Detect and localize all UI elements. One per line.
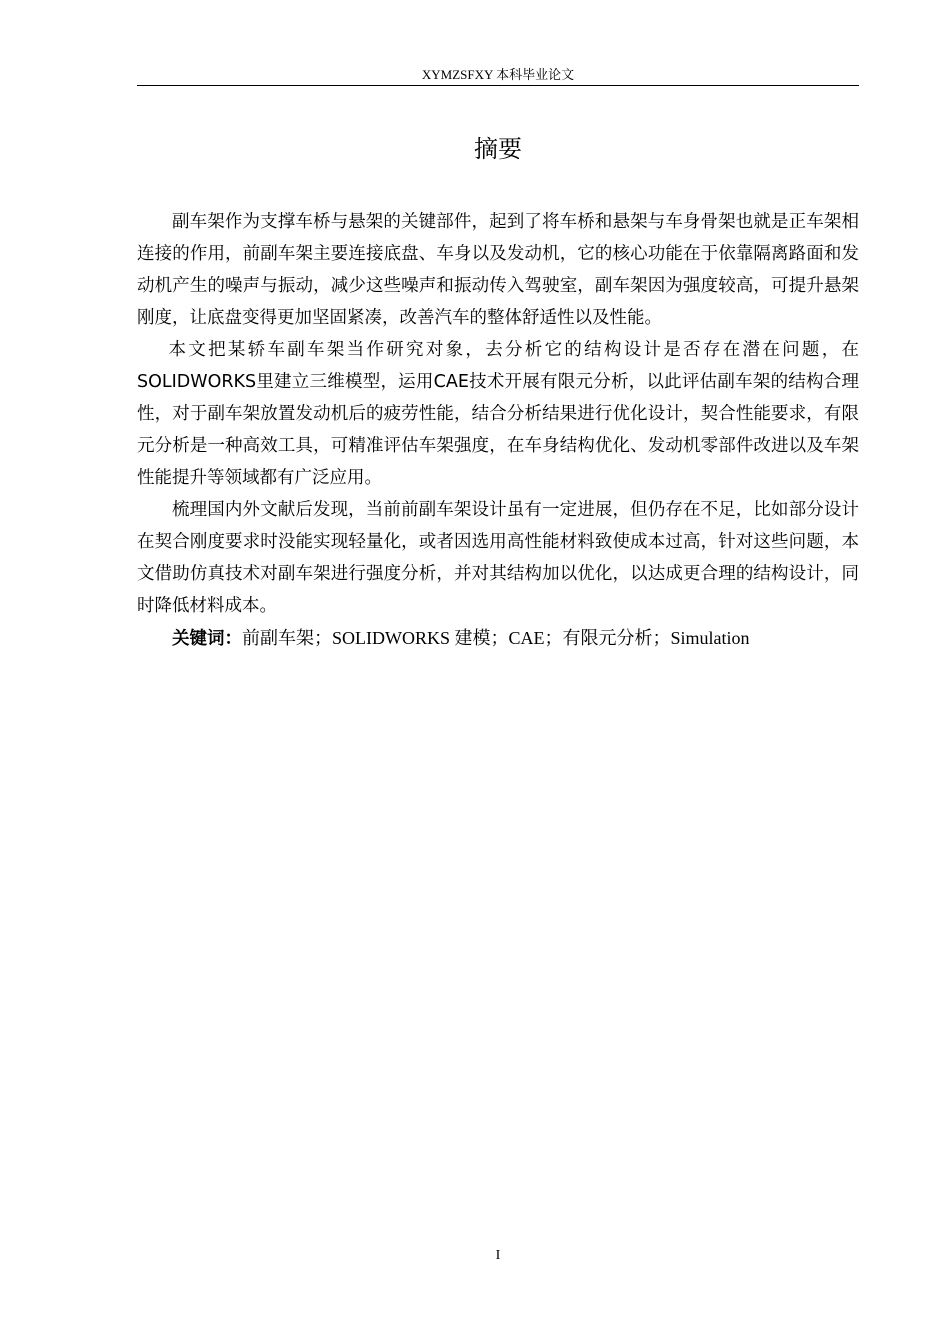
abstract-paragraph-3: 梳理国内外文献后发现，当前前副车架设计虽有一定进展，但仍存在不足，比如部分设计在契合刚度要求时没能实现轻量化，或者因选用高性能材料致使成本过高，针对这些问题，本文借助仿真技术对副车架进行强度分析，并对其结构加以优化，以达成更合理的结构设计，同时降低材料成本。 [137,500,859,616]
keywords-line [137,622,859,655]
abstract-paragraph-2: 本文把某轿车副车架当作研究对象，去分析它的结构设计是否存在潜在问题，在SOLIDWORKS里建立三维模型，运用CAE技术开展有限元分析，以此评估副车架的结构合理性，对于副车架放置发动机后的疲劳性能，结合分析结果进行优化设计，契合性能要求，有限元分析是一种高效工具，可精准评估车架强度，在车身结构优化、发动机零部件改进以及车架性能提升等领域都有广泛应用。 [137,340,859,488]
abstract-title: 摘要 [474,135,522,163]
abstract-body [137,206,859,655]
header-rule [137,85,859,86]
abstract-paragraph-1: 副车架作为支撑车桥与悬架的关键部件，起到了将车桥和悬架与车身骨架也就是正车架相连接的作用，前副车架主要连接底盘、车身以及发动机，它的核心功能在于依靠隔离路面和发动机产生的噪声与振动，减少这些噪声和振动传入驾驶室，副车架因为强度较高，可提升悬架刚度，让底盘变得更加坚固紧凑，改善汽车的整体舒适性以及性能。 [137,212,859,328]
running-header: XYMZSFXY 本科毕业论文 [421,67,575,82]
keywords-value: 前副车架；SOLIDWORKS 建模；CAE；有限元分析；Simulation [242,628,750,648]
keywords-label: 关键词： [172,629,242,649]
page-number: I [495,1248,501,1263]
